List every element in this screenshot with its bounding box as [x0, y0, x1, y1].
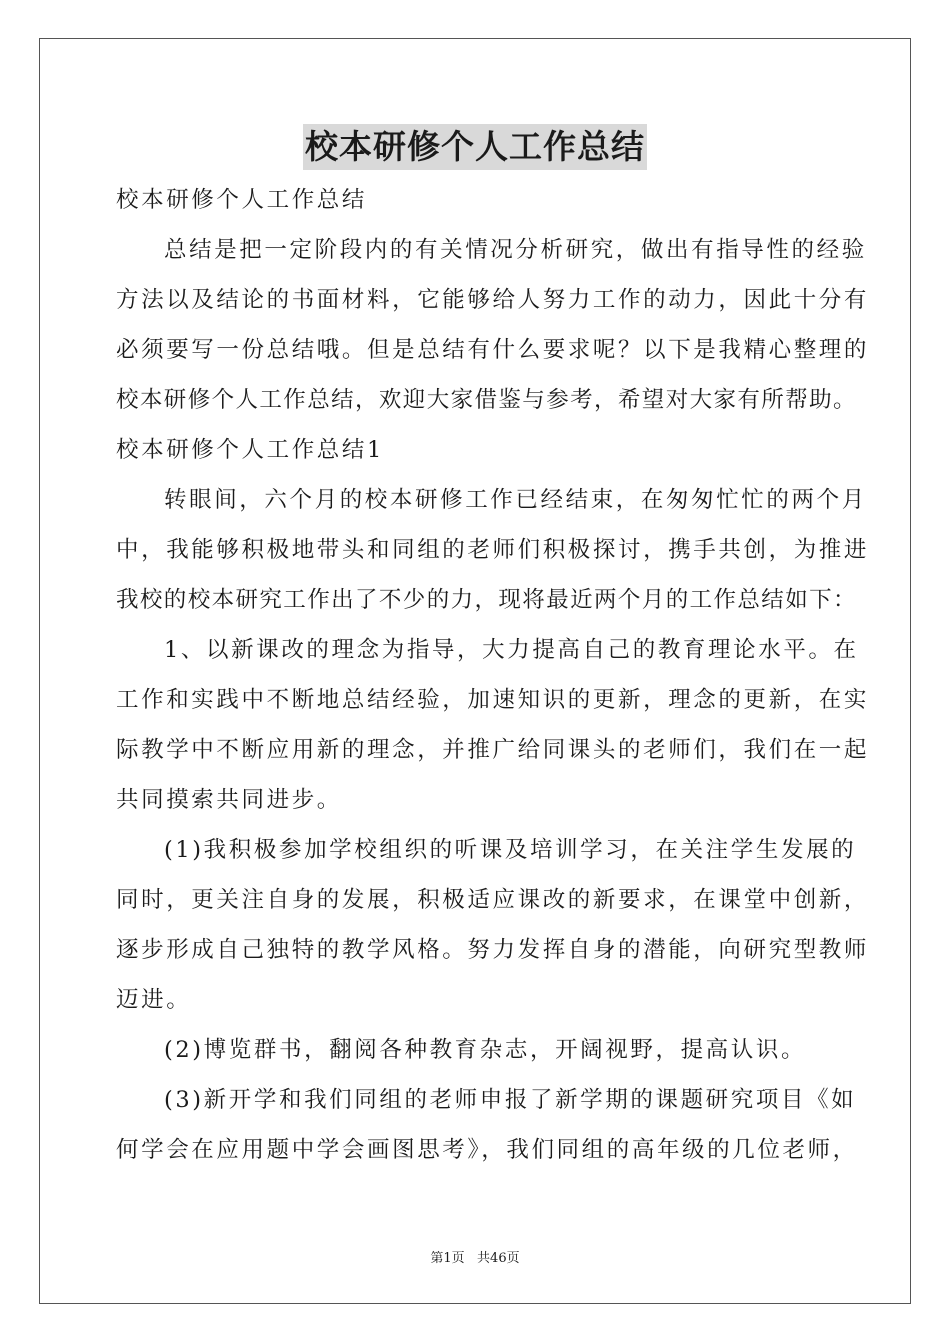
paragraph-line: 方法以及结论的书面材料，它能够给人努力工作的动力，因此十分有	[116, 287, 870, 313]
paragraph-line: 迈进。	[116, 987, 192, 1013]
paragraph-line: 我校的校本研究工作出了不少的力，现将最近两个月的工作总结如下：	[116, 587, 857, 613]
page-number: 第1页 共46页	[430, 1251, 520, 1266]
paragraph-line: 逐步形成自己独特的教学风格。努力发挥自身的潜能，向研究型教师	[116, 937, 870, 963]
paragraph-line: (2)博览群书，翻阅各种教育杂志，开阔视野，提高认识。	[164, 1037, 807, 1063]
paragraph-line: 转眼间，六个月的校本研修工作已经结束，在匆匆忙忙的两个月	[164, 487, 867, 513]
paragraph-line: 际教学中不断应用新的理念，并推广给同课头的老师们，我们在一起	[116, 737, 870, 763]
paragraph-line: 1、以新课改的理念为指导，大力提高自己的教育理论水平。在	[164, 637, 859, 663]
paragraph-line: (1)我积极参加学校组织的听课及培训学习，在关注学生发展的	[164, 837, 857, 863]
paragraph-line: (3)新开学和我们同组的老师申报了新学期的课题研究项目《如	[164, 1087, 857, 1113]
title-container	[0, 124, 950, 170]
paragraph-line: 何学会在应用题中学会画图思考》，我们同组的高年级的几位老师，	[116, 1137, 858, 1163]
section-heading: 校本研修个人工作总结1	[116, 437, 384, 463]
subtitle-line: 校本研修个人工作总结	[116, 187, 368, 213]
document-title: 校本研修个人工作总结	[303, 124, 647, 170]
paragraph-line: 必须要写一份总结哦。但是总结有什么要求呢？以下是我精心整理的	[116, 337, 870, 363]
paragraph-line: 同时，更关注自身的发展，积极适应课改的新要求，在课堂中创新，	[116, 887, 870, 913]
paragraph-line: 总结是把一定阶段内的有关情况分析研究，做出有指导性的经验	[164, 237, 867, 263]
paragraph-line: 校本研修个人工作总结，欢迎大家借鉴与参考，希望对大家有所帮助。	[116, 387, 857, 413]
paragraph-line: 共同摸索共同进步。	[116, 787, 342, 813]
paragraph-line: 中，我能够积极地带头和同组的老师们积极探讨，携手共创，为推进	[116, 537, 870, 563]
document-body	[116, 175, 870, 1175]
paragraph-line: 工作和实践中不断地总结经验，加速知识的更新，理念的更新，在实	[116, 687, 870, 713]
